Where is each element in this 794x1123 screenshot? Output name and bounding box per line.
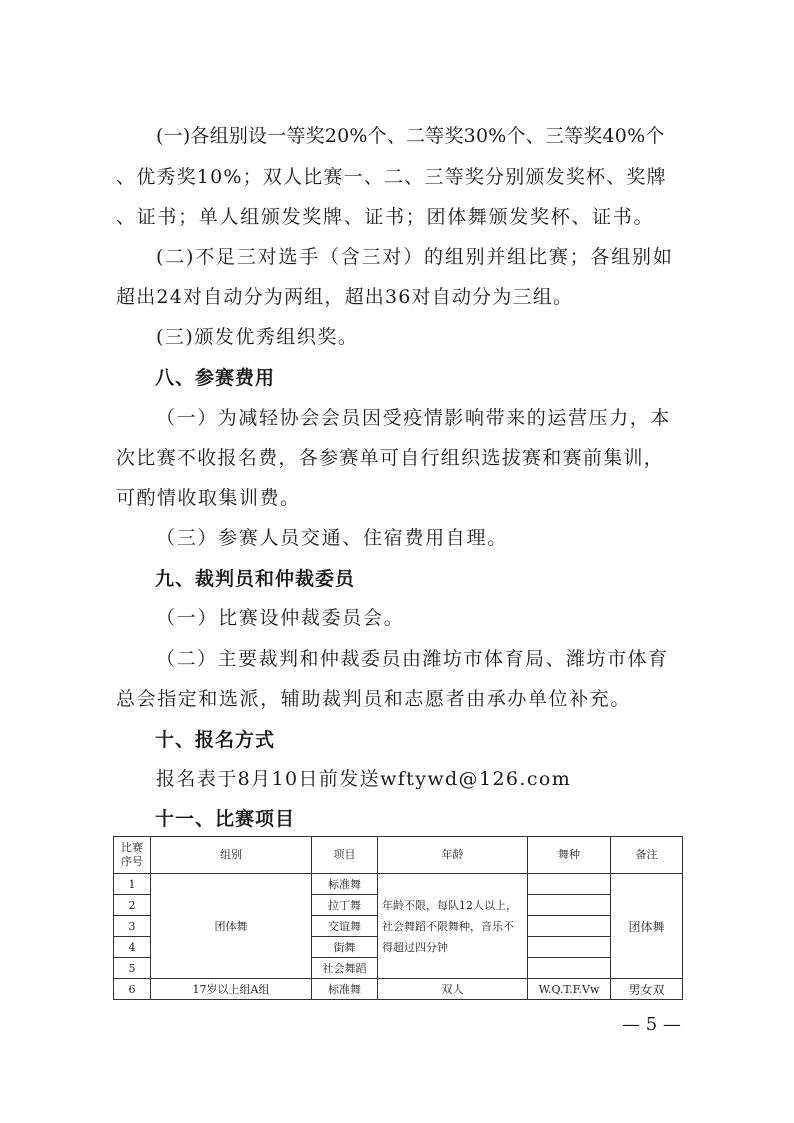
heading-section-11: 十一、比赛项目	[155, 808, 296, 830]
header-seq-line1: 比赛	[121, 841, 143, 854]
item-cell: 拉丁舞	[312, 895, 378, 916]
paragraph-registration: 报名表于8月10日前发送wftywd@126.com	[156, 768, 572, 790]
header-item: 项目	[312, 837, 378, 874]
page-number: — 5 —	[622, 1014, 681, 1035]
item-cell: 街舞	[312, 937, 378, 958]
table-row	[114, 979, 683, 1000]
heading-section-8: 八、参赛费用	[155, 367, 276, 389]
seq-cell: 4	[114, 937, 151, 958]
seq-cell: 2	[114, 895, 151, 916]
item-cell: 标准舞	[312, 874, 378, 895]
group-cell: 17岁以上组A组	[151, 979, 312, 1000]
paragraph-referee-line2: 总会指定和选派，辅助裁判员和志愿者由承办单位补充。	[116, 688, 632, 710]
age-cell: 双人	[378, 979, 528, 1000]
item-cell: 标准舞	[312, 979, 378, 1000]
paragraph-group-merge-line2: 超出24对自动分为两组，超出36对自动分为三组。	[116, 286, 574, 308]
paragraph-award-line3: 、证书；单人组颁发奖牌、证书；团体舞颁发奖杯、证书。	[116, 206, 655, 228]
dance-cell	[528, 874, 611, 895]
header-dance: 舞种	[528, 837, 611, 874]
heading-section-9: 九、裁判员和仲裁委员	[155, 568, 356, 590]
paragraph-fee-line2: 次比赛不收报名费，各参赛单可自行组织选拔赛和赛前集训，	[116, 447, 665, 469]
item-cell: 交谊舞	[312, 916, 378, 937]
paragraph-group-merge-line1: (二)不足三对选手（含三对）的组别并组比赛；各组别如	[156, 246, 674, 268]
paragraph-award-line2: 、优秀奖10%；双人比赛一、二、三等奖分别颁发奖杯、奖牌	[116, 166, 667, 188]
paragraph-fee-line3: 可酌情收取集训费。	[116, 487, 301, 509]
dance-cell	[528, 916, 611, 937]
team-age-cell: 年龄不限，每队12人以上，社会舞蹈不限舞种，音乐不得超过四分钟	[378, 874, 528, 979]
heading-section-10: 十、报名方式	[155, 729, 276, 751]
dance-cell	[528, 895, 611, 916]
seq-cell: 6	[114, 979, 151, 1000]
paragraph-arbitration: （一）比赛设仲裁委员会。	[156, 607, 405, 629]
table-row	[114, 874, 683, 895]
dance-cell	[528, 958, 611, 979]
item-cell: 社会舞蹈	[312, 958, 378, 979]
paragraph-fee-line1: （一）为减轻协会会员因受疫情影响带来的运营压力，本	[156, 407, 672, 429]
seq-cell: 1	[114, 874, 151, 895]
team-note-cell: 团体舞	[611, 874, 683, 979]
paragraph-referee-line1: （二）主要裁判和仲裁委员由潍坊市体育局、潍坊市体育	[156, 648, 669, 670]
paragraph-organization-award: (三)颁发优秀组织奖。	[156, 326, 359, 348]
dance-cell	[528, 937, 611, 958]
header-seq-line2: 序号	[121, 855, 143, 868]
table-header-row	[114, 837, 683, 874]
header-seq	[114, 837, 151, 874]
team-group-cell: 团体舞	[151, 874, 312, 979]
paragraph-travel-expense: （三）参赛人员交通、住宿费用自理。	[156, 527, 508, 549]
seq-cell: 5	[114, 958, 151, 979]
dance-cell: W.Q.T.F.Vw	[528, 979, 611, 1000]
competition-items-table	[113, 836, 683, 1000]
header-group: 组别	[151, 837, 312, 874]
header-note: 备注	[611, 837, 683, 874]
note-cell: 男女双	[611, 979, 683, 1000]
seq-cell: 3	[114, 916, 151, 937]
paragraph-award-line1: (一)各组别设一等奖20%个、二等奖30%个、三等奖40%个	[156, 125, 665, 147]
header-age: 年龄	[378, 837, 528, 874]
